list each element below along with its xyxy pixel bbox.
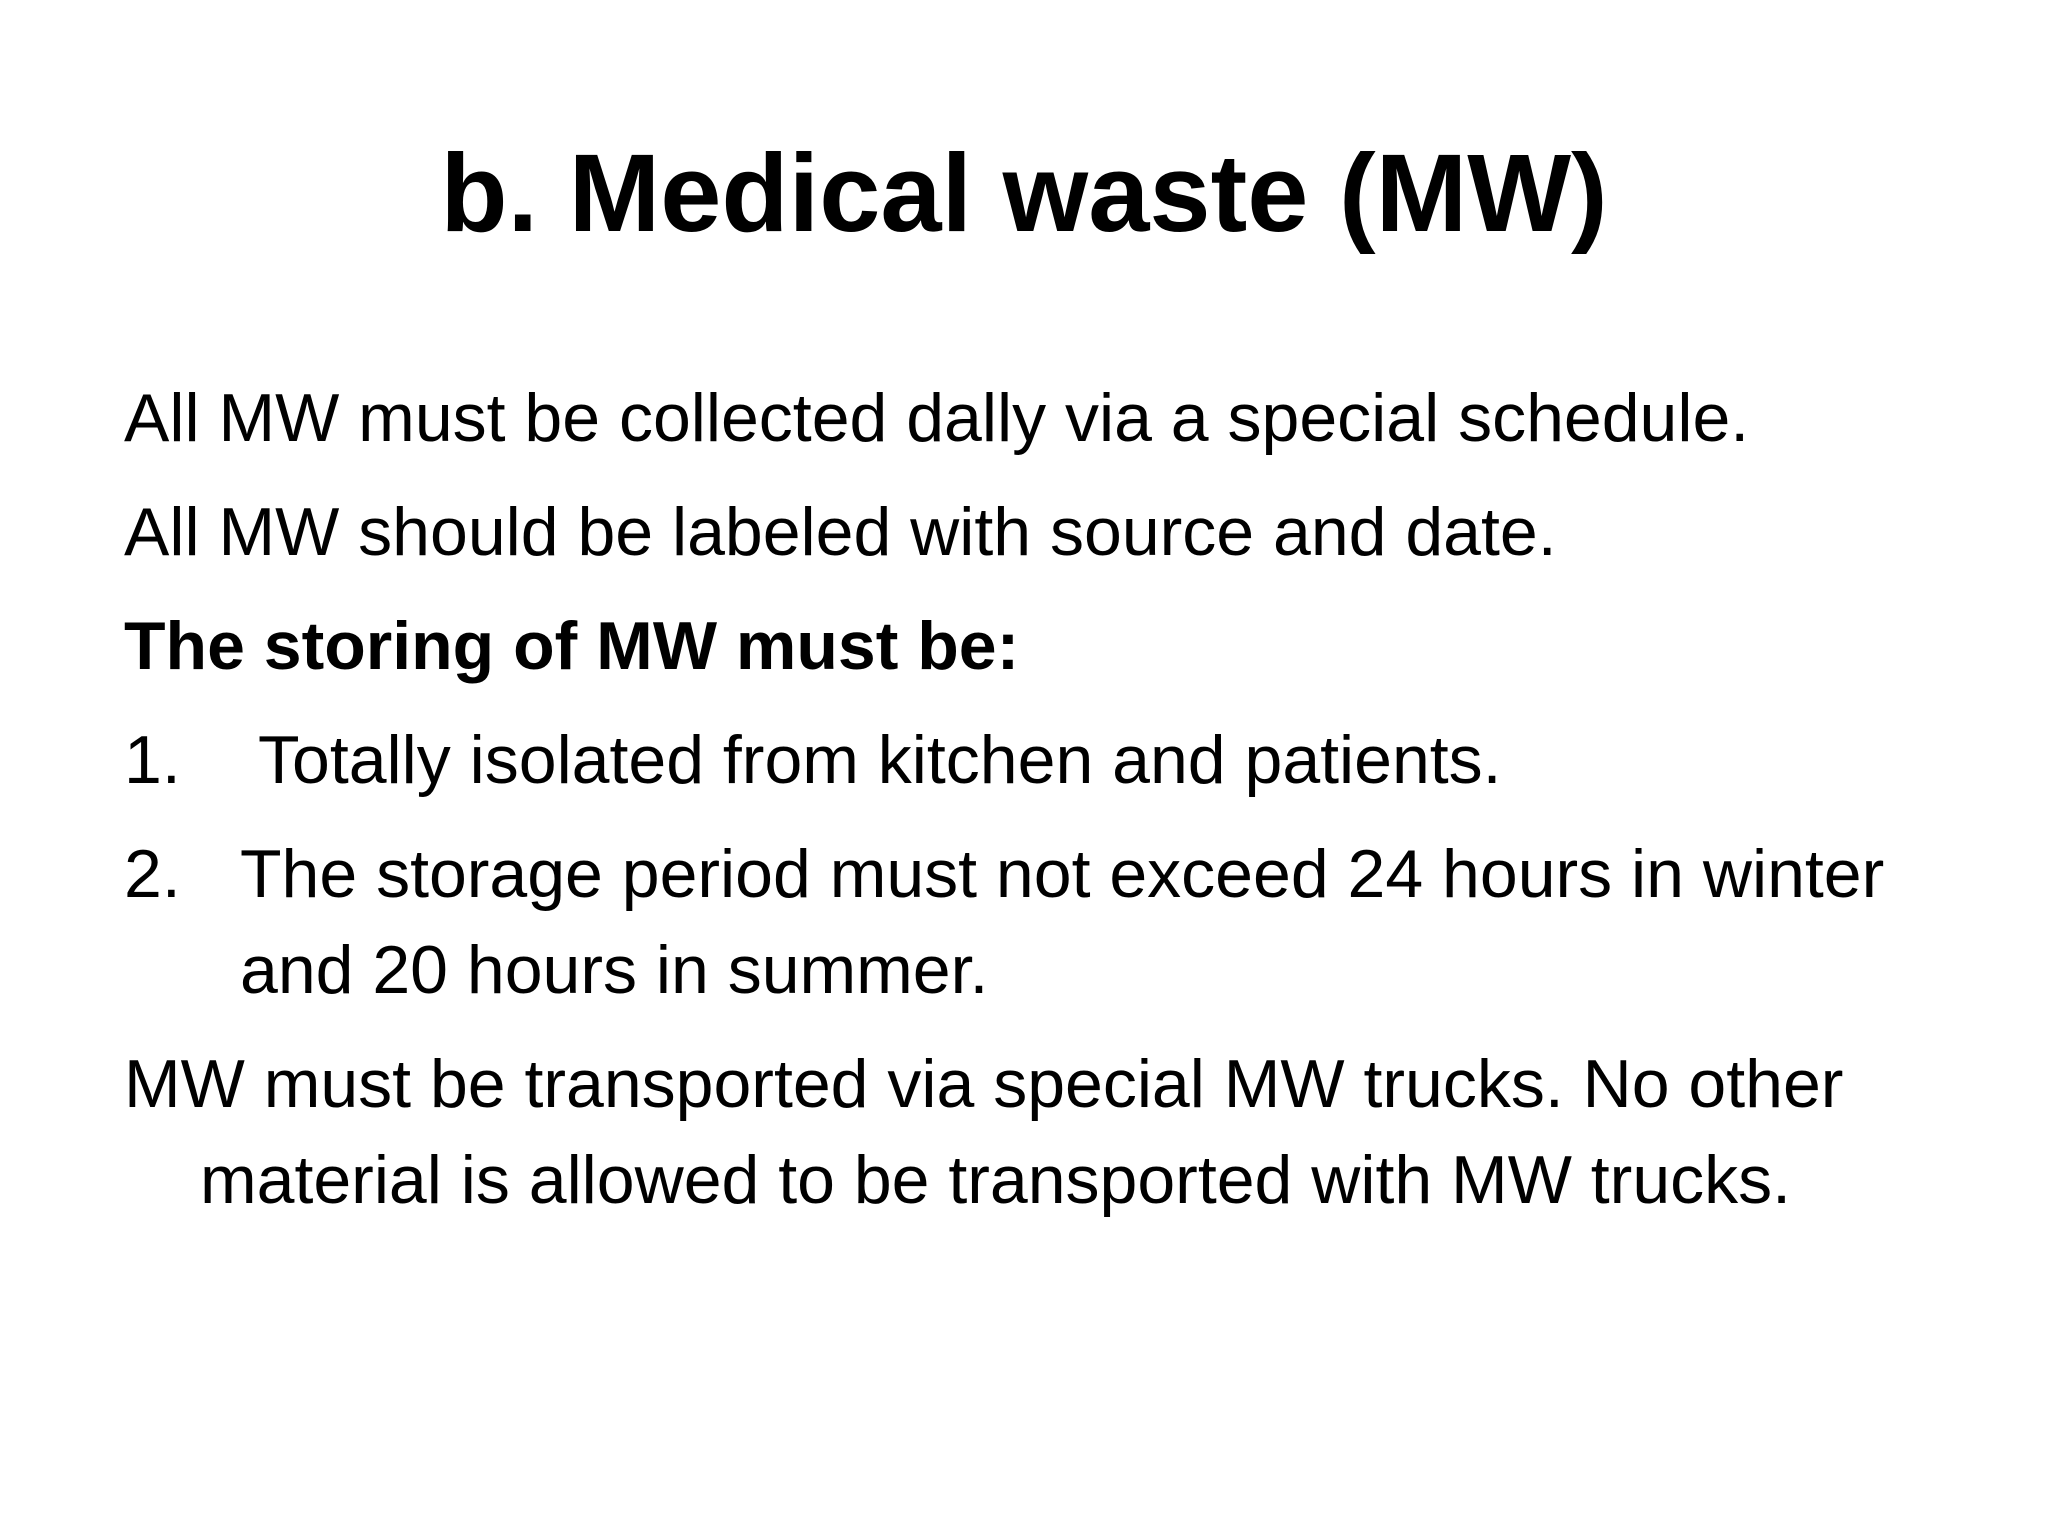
paragraph-storing-heading: The storing of MW must be:: [124, 608, 1020, 684]
list-item: [124, 826, 1984, 1018]
paragraph-collection: All MW must be collected dally via a special schedule.: [124, 380, 1750, 456]
list-item-text: The storage period must not exceed 24 hours in winter and 20 hours in summer.: [240, 836, 1885, 1008]
list-item-number: 2.: [124, 836, 181, 912]
paragraph-labeling: All MW should be labeled with source and date.: [124, 494, 1557, 570]
list-item-number: 1.: [124, 722, 181, 798]
slide-body: [124, 370, 1984, 1246]
list-item: [124, 712, 1984, 808]
list-item-text: Totally isolated from kitchen and patients.: [258, 722, 1502, 798]
slide-title: b. Medical waste (MW): [440, 132, 1608, 255]
paragraph-transport: MW must be transported via special MW trucks. No other material is allowed to be transported with MW trucks.: [124, 1046, 1844, 1218]
